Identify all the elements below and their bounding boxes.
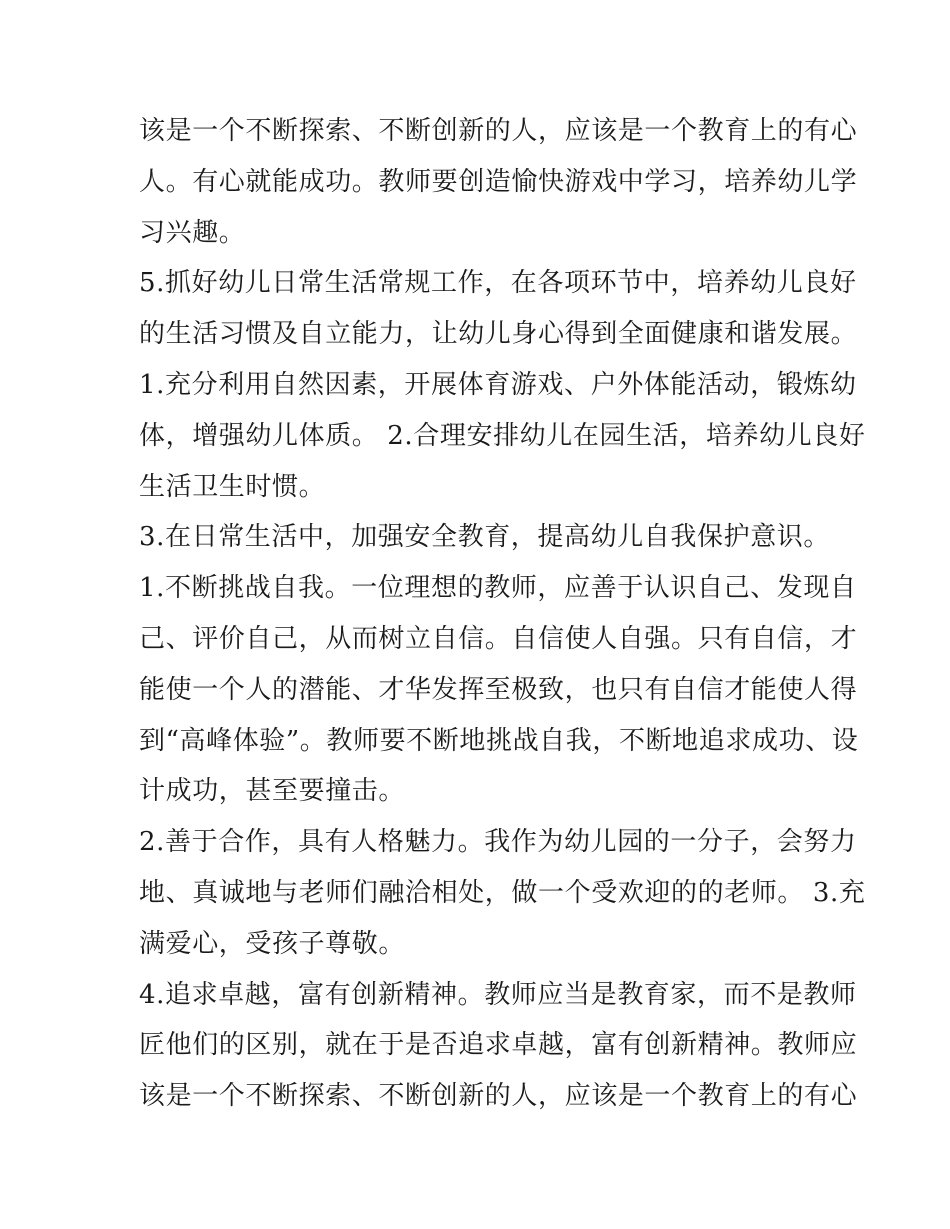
text-line: 人。有心就能成功。教师要创造愉快游戏中学习，培养幼儿学 (139, 166, 858, 197)
text-line: 满爱心，受孩子尊敬。 (139, 928, 406, 959)
text-line: 地、真诚地与老师们融洽相处，做一个受欢迎的的老师。 3.充 (139, 877, 866, 908)
body-text (139, 106, 866, 1122)
text-line: 计成功，甚至要撞击。 (139, 776, 406, 807)
text-line: 该是一个不断探索、不断创新的人，应该是一个教育上的有心 (139, 1081, 858, 1112)
text-line: 能使一个人的潜能、才华发挥至极致，也只有自信才能使人得 (139, 674, 858, 705)
text-line: 己、评价自己，从而树立自信。自信使人自强。只有自信，才 (139, 623, 858, 654)
text-line: 5.抓好幼儿日常生活常规工作，在各项环节中，培养幼儿良好 (139, 268, 857, 299)
text-line: 匠他们的区别，就在于是否追求卓越，富有创新精神。教师应 (139, 1030, 858, 1061)
text-line: 的生活习惯及自立能力，让幼儿身心得到全面健康和谐发展。 (139, 319, 858, 350)
text-line: 到“高峰体验”。教师要不断地挑战自我，不断地追求成功、设 (139, 725, 859, 756)
text-line: 体，增强幼儿体质。 2.合理安排幼儿在园生活，培养幼儿良好 (139, 420, 866, 451)
text-line: 2.善于合作，具有人格魅力。我作为幼儿园的一分子，会努力 (139, 827, 857, 858)
text-line: 习兴趣。 (139, 217, 246, 248)
text-line: 1.不断挑战自我。一位理想的教师，应善于认识自己、发现自 (139, 573, 857, 604)
text-line: 生活卫生时惯。 (139, 471, 326, 502)
text-line: 该是一个不断探索、不断创新的人，应该是一个教育上的有心 (139, 116, 858, 146)
text-line: 1.充分利用自然因素，开展体育游戏、户外体能活动，锻炼幼 (139, 369, 857, 400)
text-line: 4.追求卓越，富有创新精神。教师应当是教育家，而不是教师 (139, 979, 857, 1010)
text-line: 3.在日常生活中，加强安全教育，提高幼儿自我保护意识。 (139, 522, 831, 553)
